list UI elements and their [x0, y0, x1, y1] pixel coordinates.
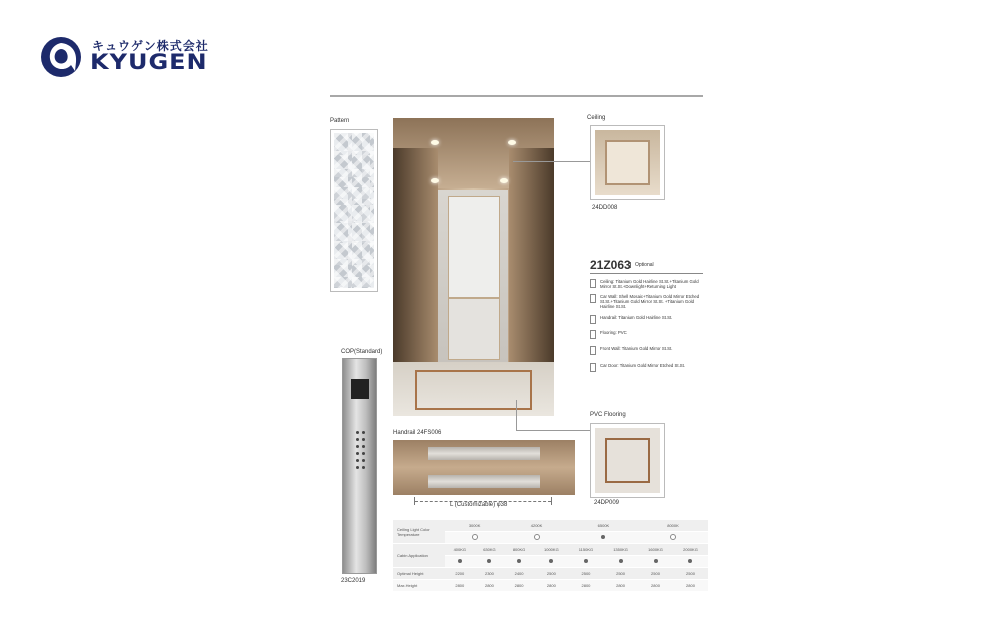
pattern-label: Pattern — [330, 118, 350, 124]
downlight-icon — [508, 140, 516, 145]
handrail-icon — [590, 315, 596, 324]
specification-table — [393, 520, 708, 592]
pattern-swatch — [330, 129, 378, 292]
ceiling-label: Ceiling — [587, 115, 606, 121]
handrail-bar — [428, 475, 540, 488]
handrail-label: Handrail 24FS006 — [393, 430, 442, 436]
model-divider — [590, 273, 703, 274]
header-divider — [330, 95, 703, 97]
ceiling-icon — [590, 279, 596, 288]
applicable-dot-icon — [517, 559, 521, 563]
cop-button-icon — [356, 466, 359, 469]
spec-row: Car Wall: Shell Mosaic+Titanium Gold Mirror Etched St.St.+Titanium Gold Mirror St.St. +Titanium Gold Hairline St.St. — [590, 294, 710, 312]
applicable-dot-icon — [584, 559, 588, 563]
floor-display — [351, 379, 369, 399]
cop-button-icon — [362, 438, 365, 441]
downlight-icon — [431, 140, 439, 145]
table-row: Cabin Application 400KG 630KG 800KG 1000KG 1150KG 1350KG 1600KG 2000KG — [393, 544, 708, 556]
color-temp-selected-icon — [601, 535, 605, 539]
cop-code: 23C2019 — [341, 578, 366, 584]
spec-row: Front Wall: Titanium Gold Mirror St.St. — [590, 346, 710, 356]
applicable-dot-icon — [619, 559, 623, 563]
cop-button-icon — [356, 459, 359, 462]
cop-button-icon — [362, 459, 365, 462]
downlight-icon — [500, 178, 508, 183]
ceiling-detail — [590, 125, 665, 200]
handrail-detail — [393, 440, 575, 495]
color-temp-option-icon — [670, 534, 676, 540]
cop-button-icon — [362, 466, 365, 469]
front-wall-icon — [590, 346, 596, 355]
ceiling-code: 24DD008 — [592, 205, 618, 211]
cop-button-icon — [356, 438, 359, 441]
table-row: Optimal Height 2200 2300 2400 2500 2500 2500 2500 2500 — [393, 568, 708, 580]
brand-japanese-name: キュウゲン株式会社 — [92, 39, 209, 53]
kyugen-logo-mark-icon — [40, 36, 82, 78]
spec-row: Ceiling: Titanium Gold Hairline St.St.+Titanium Gold Mirror St.St.+Downlight+Returning Light — [590, 279, 710, 291]
cop-button-icon — [362, 431, 365, 434]
flooring-icon — [590, 330, 596, 339]
model-code: 21Z063 — [590, 258, 631, 272]
cop-button-icon — [362, 452, 365, 455]
cop-button-icon — [356, 445, 359, 448]
cabin-lower-panel — [448, 298, 500, 360]
pvc-label: PVC Flooring — [590, 412, 626, 418]
handrail-bar — [428, 447, 540, 460]
cop-button-icon — [356, 431, 359, 434]
brand-wordmark: KYUGEN — [90, 49, 208, 75]
pvc-connector — [516, 430, 590, 431]
car-door-icon — [590, 363, 596, 372]
downlight-icon — [431, 178, 439, 183]
cop-button-icon — [362, 445, 365, 448]
cabin-mosaic-panel — [448, 196, 500, 298]
cabin-left-wall — [393, 148, 438, 378]
color-temp-option-icon — [534, 534, 540, 540]
applicable-dot-icon — [654, 559, 658, 563]
table-row: Max.Height 2800 2800 2800 2800 2800 2800 2800 2800 — [393, 580, 708, 592]
pvc-connector-vertical — [516, 400, 517, 430]
spec-row: Handrail: Titanium Gold Hairline St.St. — [590, 315, 710, 325]
pvc-detail — [590, 423, 665, 498]
cop-label: COP(Standard) — [341, 349, 383, 355]
dimension-text: L (Customizable) φ38 — [450, 502, 508, 508]
color-temp-option-icon — [472, 534, 478, 540]
cop-panel — [342, 358, 377, 574]
ceiling-connector — [513, 161, 590, 162]
applicable-dot-icon — [688, 559, 692, 563]
optional-tag: Optional — [630, 262, 654, 268]
applicable-dot-icon — [549, 559, 553, 563]
table-row: Ceiling Light Color Temperature 3000K 4200K 6500K 8000K — [393, 520, 708, 532]
wall-icon — [590, 294, 596, 303]
cabin-floor-inlay — [415, 370, 532, 410]
cop-button-icon — [356, 452, 359, 455]
applicable-dot-icon — [487, 559, 491, 563]
cabin-right-wall — [509, 148, 554, 378]
pvc-code: 24DP009 — [594, 500, 620, 506]
applicable-dot-icon — [458, 559, 462, 563]
spec-row: Flooring: PVC — [590, 330, 710, 340]
spec-row: Car Door: Titanium Gold Mirror Etched St.St. — [590, 363, 710, 373]
cabin-render — [393, 118, 554, 416]
